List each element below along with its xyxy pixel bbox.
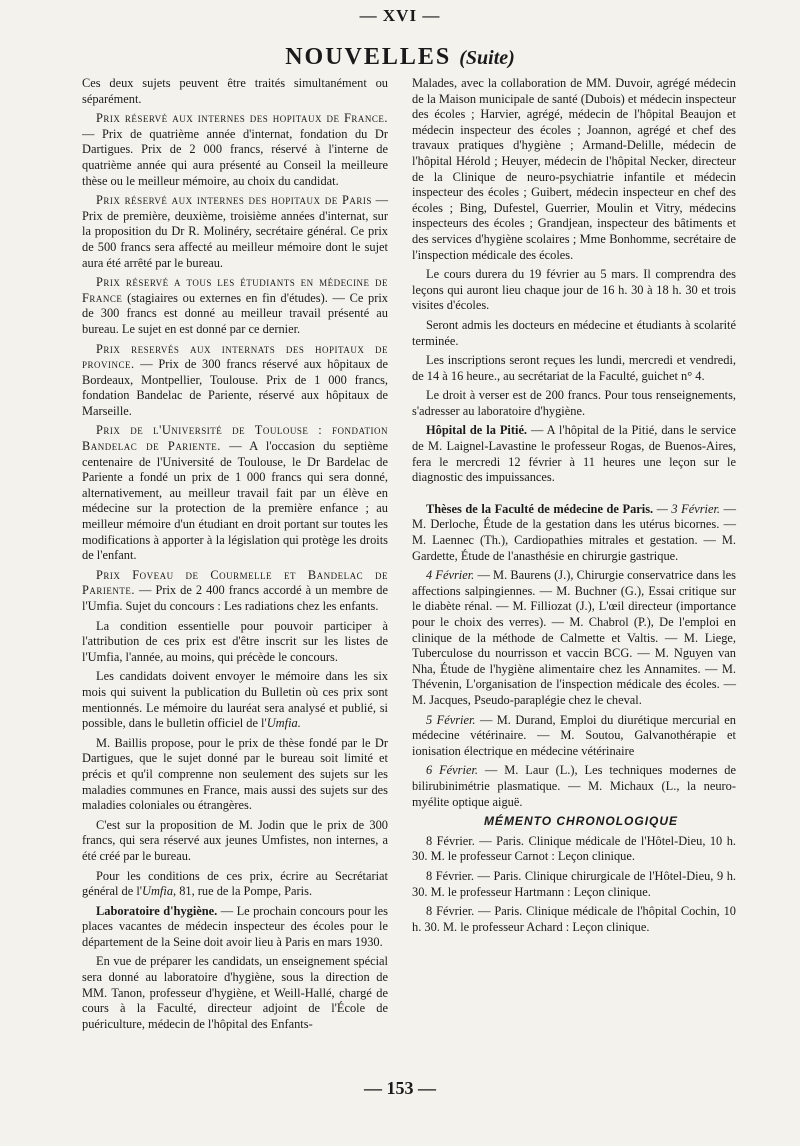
paragraph-prix-internes-france <box>82 111 388 189</box>
thesis-date: 5 Février. <box>426 712 476 727</box>
paragraph-heading: Laboratoire d'hygiène. <box>96 903 218 918</box>
paragraph: Le cours durera du 19 février au 5 mars. Il comprendra des leçons qui auront lieu chaque jour de 16 h. 30 à 18 h. 30 et trois visites d'écoles. <box>412 267 736 313</box>
section-title-suite: (Suite) <box>459 47 515 69</box>
paragraph-theses-4 <box>412 568 736 708</box>
paragraph-body: — M. Baurens (J.), Chirurgie conservatrice dans les affections salpingiennes. — M. Buchner (G.), Essai critique sur le diabète rénal. — M. Filliozat (J.), L'œil directeur (importance pour le choix des verres). — M. Chabrol (P.), De l'emploi en clinique de la méthode de Calmette et Valtis. — M. Liege, Tuberculose du nourrisson et vaccin BCG. — M. Nguyen van Nha, Étude de l'hygiène alimentaire chez les Annamites. — M. Thévenin, L'organisation de l'inspection médicale des écoles. — M. Jacques, Pseudo-paraplégie chez le cheval. <box>412 568 737 707</box>
paragraph-italic: Umfia <box>142 884 174 899</box>
paragraph-italic: Umfia. <box>266 716 301 731</box>
paragraph-body: — A l'hôpital de la Pitié, dans le service de M. Laignel-Lavastine le professeur Rogas, de Buenos-Aires, fera le mercredi 12 février à 11 heures une leçon sur le diagnostic des impuissances. <box>412 423 736 485</box>
paragraph-body: — M. Durand, Emploi du diurétique mercurial en médecine vétérinaire. — M. Soutou, Galvanothérapie et ionisation électrique en médecine vétérinaire <box>412 712 736 758</box>
memento-item: 8 Février. — Paris. Clinique chirurgicale de l'Hôtel-Dieu, 9 h. 30. M. le professeur Hartmann : Leçon clinique. <box>412 868 736 899</box>
paragraph-body: — Le prochain concours pour les places vacantes de médecin inspecteur des écoles pour le département de la Seine doit avoir lieu à Paris en mars 1930. <box>82 903 388 949</box>
paragraph-heading: Prix réservé aux internes des hopitaux de France. <box>96 111 388 126</box>
paragraph-theses-6 <box>412 763 736 810</box>
paragraph: Seront admis les docteurs en médecine et étudiants à scolarité terminée. <box>412 317 736 348</box>
paragraph: Ces deux sujets peuvent être traités simultanément ou séparément. <box>82 76 388 106</box>
thesis-date: 4 Février. <box>426 568 475 583</box>
memento-item: 8 Février. — Paris. Clinique médicale de l'Hôtel-Dieu, 10 h. 30. M. le professeur Carnot : Leçon clinique. <box>412 833 736 864</box>
paragraph: C'est sur la proposition de M. Jodin que le prix de 300 francs, qui sera réservé aux jeunes Umfistes, non internes, a été créé par le bureau. <box>82 817 388 863</box>
paragraph-theses-5 <box>412 713 736 760</box>
paragraph-prix-province <box>82 342 388 420</box>
paragraph-heading: Prix reservés aux internats des hopitaux de province. <box>82 341 388 372</box>
paragraph-body: — Prix de quatrième année d'internat, fondation du Dr Dartigues. Prix de 2 000 francs, réservé à l'interne de quatrième année qui aura présenté au Conseil la meilleure thèse ou le meilleur mémoire, au choix du candidat. <box>82 126 388 188</box>
paragraph: La condition essentielle pour pouvoir participer à l'attribution de ces prix est d'être inscrit sur les listes de l'Umfia, l'année, au moins, qui précède le concours. <box>82 618 388 664</box>
paragraph: Le droit à verser est de 200 francs. Pour tous renseignements, s'adresser au laboratoire d'hygiène. <box>412 388 736 418</box>
paragraph-body: — A l'occasion du septième centenaire de l'Université de Toulouse, le Dr Bardelac de Pariente a fondé un prix de 1 000 francs qui sera donné, alternativement, au meilleur travail fait par un élève en médecine sur la protection de la première enfance ; au meilleur mémoire d'un étudiant en droit portant sur toutes les modifications à apporter à la législation qui protège les droits de l'enfant. <box>82 439 388 563</box>
paragraph-prix-toulouse <box>82 423 388 563</box>
paragraph-body: — Prix de 2 400 francs accordé à un membre de l'Umfia. Sujet du concours : Les radiations chez les enfants. <box>82 583 388 613</box>
paragraph-body: (stagiaires ou externes en fin d'études). — Ce prix de 300 francs est donné au meilleur travail présenté au bureau. Le sujet en est donné par ce dernier. <box>82 290 388 336</box>
paragraph-body: — M. Derloche, Étude de la gestation dans les utérus bicornes. — M. Laennec (Th.), Cardiopathies mitrales et gestation. — M. Gardette, Étude de l'anasthésie en chirurgie gastrique. <box>412 501 736 563</box>
paragraph <box>82 869 388 900</box>
paragraph-prix-internes-paris <box>82 193 388 271</box>
paragraph: Malades, avec la collaboration de MM. Duvoir, agrégé médecin de la Maison municipale de santé (Dubois) et médecin inspecteur des écoles ; Harvier, agrégé, médecin de l'hôpital Beaujon et médecin inspecteur des écoles ; Joannon, agrégé et chef des travaux pratiques d'hygiène ; Armand-Delille, médecin de l'hôpital Hérold ; Heuyer, médecin de l'hôpital Necker, directeur de la Clinique de neuro-psychiatrie infantile et médecin inspecteur des écoles ; Guibert, médecin inspecteur en chef des écoles ; Bing, Dufestel, Guerrier, Moulin et Vitry, médecins inspecteurs des écoles ; Grandjean, inspecteur des bâtiments et des services d'hygiène scolaires ; Mme Bonhomme, secrétaire de l'inspection médicale des écoles. <box>412 76 736 262</box>
thesis-date: 6 Février. <box>426 763 478 778</box>
thesis-date: — 3 Février. <box>653 501 721 516</box>
paragraph: M. Baillis propose, pour le prix de thèse fondé par le Dr Dartigues, que le sujet donné par le bureau soit limité et précis et qu'il comprenne non seulement des sujets sur les maladies communes en France, mais aussi des sujets sur des maladies coloniales ou étrangères. <box>82 735 388 813</box>
paragraph-heading: Prix Foveau de Courmelle et Bandelac de Pariente. <box>82 567 388 598</box>
paragraph-prix-foveau <box>82 568 388 615</box>
paragraph-text: , 81, rue de la Pompe, Paris. <box>173 884 313 899</box>
paragraph-text: Pour les conditions de ces prix, écrire au Secrétariat général de l' <box>82 868 388 899</box>
paragraph-heading: Thèses de la Faculté de médecine de Paris. <box>426 501 654 516</box>
paragraph-pitie <box>412 423 736 485</box>
memento-item: 8 Février. — Paris. Clinique médicale de l'hôpital Cochin, 10 h. 30. M. le professeur Achard : Leçon clinique. <box>412 904 736 934</box>
memento-title: MÉMENTO CHRONOLOGIQUE <box>483 814 679 829</box>
paragraph-body: — Prix de 300 francs réservé aux hôpitaux de Bordeaux, Montpellier, Toulouse. Prix de 1 000 francs, fondation Bandelac de Pariente, réservé aux hôpitaux de Marseille. <box>82 357 388 418</box>
paragraph-laboratoire <box>82 904 388 951</box>
paragraph: En vue de préparer les candidats, un enseignement spécial sera donné au laboratoire d'hygiène, sous la direction de MM. Tanon, professeur d'hygiène, et Weill-Hallé, chargé de cours à la Faculté, directeur adjoint de l'École de puériculture, médecin de l'hôpital des Enfants- <box>82 954 388 1031</box>
paragraph-prix-etudiants <box>82 275 388 337</box>
roman-page-header: — XVI — <box>359 6 441 25</box>
paragraph-text: Les candidats doivent envoyer le mémoire dans les six mois qui suivent la publication du Bulletin où ces prix sont mentionnés. Le mémoire du lauréat sera analysé et publié, si possible, dans le bulletin officiel de l' <box>82 669 388 731</box>
paragraph-heading: Prix réservé aux internes des hopitaux de Paris <box>96 193 372 208</box>
left-column <box>82 76 388 1036</box>
page-number: — 153 — <box>364 1078 436 1098</box>
section-title <box>0 44 800 71</box>
paragraph-theses <box>412 502 736 564</box>
section-title-main: NOUVELLES <box>285 44 452 70</box>
spacer <box>412 490 736 502</box>
paragraph-body: — Prix de première, deuxième, troisième années d'internat, sur la proposition du Dr R. Molinéry, secrétaire général. Ce prix de 500 francs sera affecté au meilleur mémoire dont le sujet aura été arrêté par le bureau. <box>82 193 388 270</box>
paragraph-heading: Prix réservé a tous les étudiants en médecine de France <box>82 275 388 305</box>
paragraph-heading: Prix de l'Université de Toulouse : fondation Bandelac de Pariente. <box>82 423 388 454</box>
right-column <box>412 76 736 939</box>
paragraph: Les inscriptions seront reçues les lundi, mercredi et vendredi, de 14 à 16 heure., au secrétariat de la Faculté, guichet n° 4. <box>412 353 736 383</box>
paragraph <box>82 669 388 731</box>
paragraph-body: — M. Laur (L.), Les techniques modernes de bilirubinimétrie plasmatique. — M. Michaux (L., la neuro-myélite optique aiguë. <box>412 763 737 809</box>
paragraph-heading: Hôpital de la Pitié. <box>426 423 528 438</box>
